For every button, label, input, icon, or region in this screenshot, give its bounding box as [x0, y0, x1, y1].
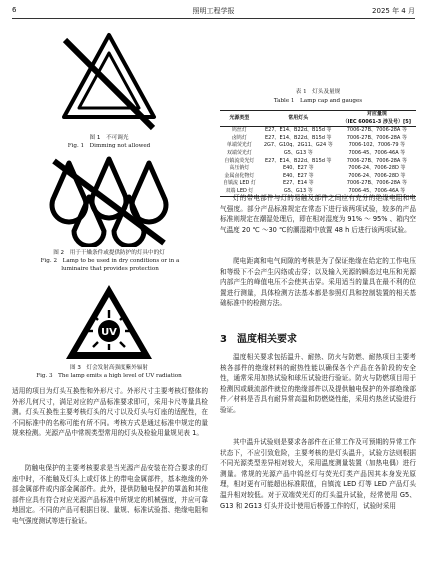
table-cell: G5、G13 等 — [283, 149, 313, 156]
table-cell: 自镇流荧光灯 — [224, 157, 255, 164]
table-cell: E27、E14、B22d、B15d 等 — [264, 157, 332, 164]
left-paragraph-2: 防触电保护的主要考核要求是当光源产品安装在符合要求的灯座中时，不能触及灯头上或灯体上的带电金属部件，基本绝缘的外部金属部件或内部金属部件。此外，提供防触电保护的罩盖和其他部件应具有符合对应光源产品标准中所规定的机械强度，并应可靠地固定。不同的产品可根据目视、量规、标准试验指、绝缘电阻和电气强度测试等进行验证。 — [12, 464, 208, 525]
right-paragraph-2: 爬电距离和电气间隙的考核是为了保证绝缘在给定的工作电压和等级下不会产生闪络或击穿；以及输入光源的瞬态过电压和光源内部产生的峰值电压不会使其击穿。采用适当的量具在最不利的位置进行测量，具体检测方法基本都是参照灯具和控制装置的相关基础标准中的检测方法。 — [220, 257, 416, 308]
table-row — [220, 150, 416, 158]
table-cell: E27、E14 等 — [282, 180, 314, 187]
table-row — [220, 165, 416, 173]
table-header: 光源类型 — [220, 111, 259, 127]
running-header — [12, 6, 415, 18]
table-title-cn: 表 1 灯头及量规 — [295, 89, 341, 95]
table-row — [220, 180, 416, 188]
figure-1-caption-cn: 图 1 不可调光 — [89, 135, 129, 141]
table-cell: 7006-27B、7006-28A 等 — [346, 157, 407, 164]
table-cell: 钨丝灯 — [231, 127, 247, 134]
figure-3-caption-en: Fig. 3 The lamp emits a high level of UV radiation — [36, 373, 182, 379]
header-rule — [12, 18, 415, 19]
table-header: 对应量规 — [338, 111, 416, 119]
left-paragraph-1: 适用的项目为灯头互换性和外形尺寸。外形尺寸主要考核灯整体的外形几何尺寸，满足对应的产品标准要求即可，采用卡尺等量具检测。灯头互换性主要考核灯头的尺寸以及灯头与灯座的适配性，在不同标准中的名称可能有所不同。考核方式是通过标准中规定的量规来检测。光源产品中常规类型常用的灯头及检验用量规见表 1。 — [12, 387, 208, 438]
table-cell: 7006-24、7006-28D 等 — [348, 172, 406, 179]
table-cell: 7006-27B、7006-28A 等 — [346, 134, 407, 141]
uv-warning-icon — [63, 282, 155, 362]
lamp-cap-table — [220, 110, 416, 197]
table-row — [220, 127, 416, 135]
table-cell: 2G7、G10q、2G11、G24 等 — [263, 142, 333, 149]
table-cell: 7006-102、7006-79 等 — [348, 142, 406, 149]
issue-date: 2025 年 4 月 — [372, 7, 415, 15]
table-cell: 高压钠灯 — [229, 165, 250, 172]
table-cell: 金属卤化物灯 — [224, 172, 255, 179]
table-cell: 自镇流 LED 灯 — [222, 180, 256, 187]
table-cell: 7006-24、7006-28D 等 — [348, 165, 406, 172]
table-row — [220, 142, 416, 150]
table-cell: G5、G13 等 — [259, 188, 338, 196]
table-cell: 7006-27B、7006-28A 等 — [346, 127, 407, 134]
table-cell: 卤钨灯 — [231, 134, 247, 141]
table-cell: E27、E14、B22d、B15d 等 — [264, 127, 332, 134]
table-cell: 双端荧光灯 — [226, 149, 252, 156]
table-header: 常用灯头 — [259, 111, 338, 127]
table-title-en: Table 1 Lamp cap and gauges — [273, 98, 363, 104]
table-cell: E40、E27 等 — [282, 165, 314, 172]
no-water-drops-icon — [14, 155, 204, 247]
page-number: 6 — [12, 6, 17, 14]
no-dimming-icon — [57, 28, 161, 132]
table-cell: E40、E27 等 — [282, 172, 314, 179]
uv-label: UV — [101, 327, 117, 338]
figure-1-dimming-icon — [14, 28, 204, 132]
figure-2-dry-conditions-icon — [14, 155, 204, 247]
figure-2-caption-cn: 图 2 用于干燥条件或提供防护的灯具中的灯 — [53, 250, 165, 256]
figure-1-caption-en: Fig. 1 Dimming not allowed — [67, 143, 151, 149]
figure-3-caption-cn: 图 3 灯会发射高强度紫外辐射 — [69, 365, 149, 371]
figure-2-caption-en: Fig. 2 Lamp to be used in dry conditions or in a luminaire that provides protection — [40, 258, 180, 272]
right-paragraph-4: 其中温升试验则是要求各部件在正常工作及可预期的异常工作状态下，不应引致危险，主要考核的是灯头温升，试验方法则根据不同光源类型差异相对较大，采用温度测量装置（加热电偶）进行测量。常规的光源产品中钨丝灯与荧光灯类产品因其本身发光原理，相对更有可能超出标准限值，自镇流 LED 灯等 LED 产品灯头温升相对较低。对于双端荧光灯的灯头温升试验，经常使用 G5、G13 和 2G13 灯头并设计使用后桥器工作的灯，试验时采用 — [220, 438, 416, 510]
section-heading: 3 温度相关要求 — [220, 334, 297, 345]
table-cell: 7006-27B、7006-28A 等 — [346, 180, 407, 187]
journal-name: 照明工程学报 — [192, 7, 235, 15]
table-cell: 7006-45、7006-46A 等 — [348, 149, 406, 156]
table-header-sub: （IEC 60061-3 涉及号）[5] — [338, 119, 416, 127]
right-paragraph-3: 温度相关要求包括温升、耐热、防火与防燃、耐热项目主要考核各部件的绝缘材料的耐热性能以确保各个产品在各阶段的安全性，通常采用加热试验和球压试验进行验证。防火与防燃项目用于检测因或载流部件就位的绝缘部件以及提供触电保护的外部绝缘部件／材料是否具有耐异常高温和防燃烧性能，采用灼热丝试验进行验证。 — [220, 353, 416, 414]
table-cell: 单端荧光灯 — [226, 142, 252, 149]
right-paragraph-1: 灯的带电部件与灯的易触及部件之间应有充分的绝缘电阻和电气强度。部分产品标准规定在常态下进行该两项试验，较多的产品标准则规定在潮湿处理后，即在相对湿度为 91% ～ 95% 、箱内空气温度 20 ℃ ～30 ℃的潮湿箱中放置 48 h 后进行该两项试验。 — [220, 194, 416, 234]
figure-3-uv-icon — [14, 282, 204, 362]
table-cell: E27、E14、B22d、B15d 等 — [264, 134, 332, 141]
table-cell: 7006-45、7006-46A 等 — [338, 188, 416, 196]
table-cell: 双端 LED 灯 — [220, 188, 259, 196]
